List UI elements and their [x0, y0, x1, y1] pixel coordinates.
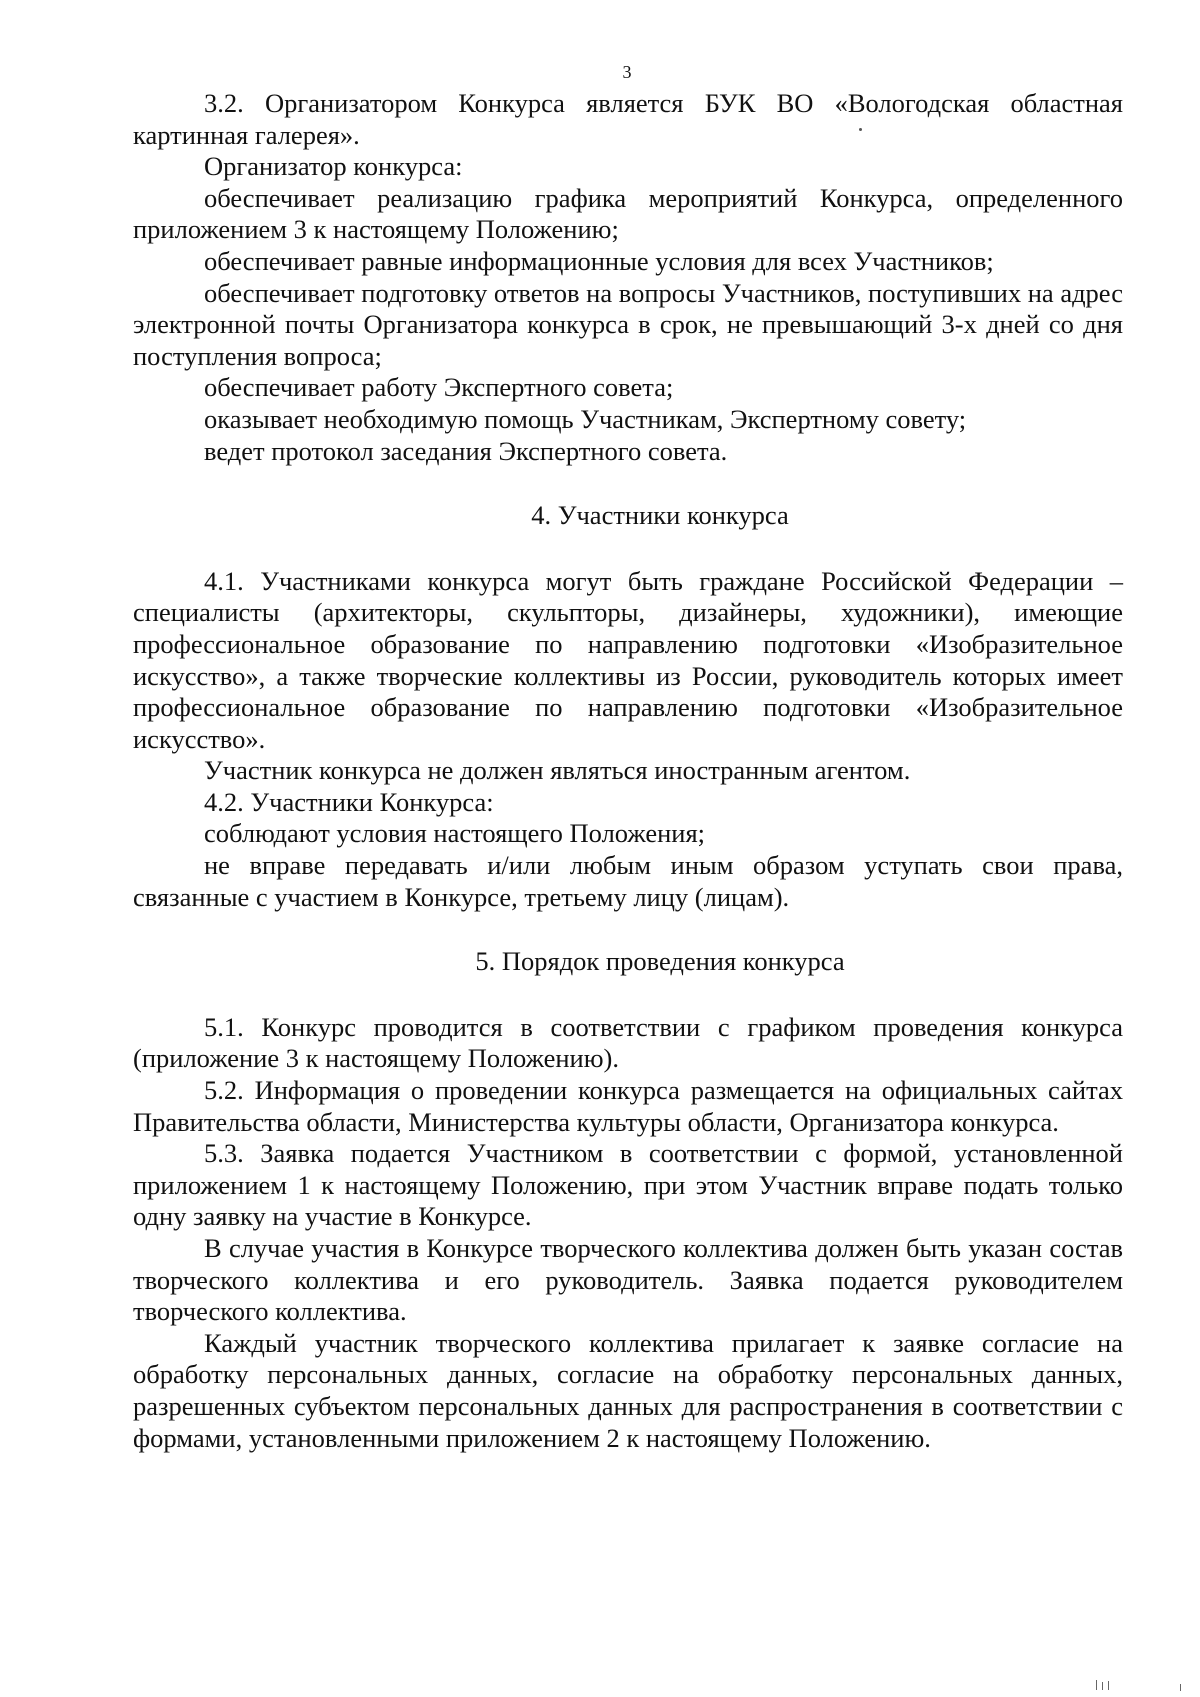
paragraph-organizer-duty-protocol: ведет протокол заседания Экспертного совета. — [204, 435, 728, 466]
document-body — [133, 88, 1123, 1454]
scan-edge-mark — [1096, 1680, 1097, 1690]
paragraph-4-1: 4.1. Участниками конкурса могут быть граждане Российской Федерации – специалисты (архитекторы, скульпторы, дизайнеры, художники), имеющие профессиональное образование по направлению подготовки «Изобразительное искусство», а также творческие коллективы из России, руководитель которых имеет профессиональное образование по направлению подготовки «Изобразительное искусство». — [133, 565, 1123, 754]
section-5-heading: 5. Порядок проведения конкурса — [475, 946, 845, 977]
paragraph-participant-duty-comply: соблюдают условия настоящего Положения; — [204, 818, 706, 849]
scan-edge-mark — [1108, 1681, 1109, 1690]
paragraph-4-2: 4.2. Участники Конкурса: — [204, 786, 494, 817]
scan-edge-mark — [1102, 1682, 1103, 1690]
paragraph-organizer-duty-assistance: оказывает необходимую помощь Участникам, Экспертному совету; — [204, 403, 967, 434]
paragraph-3-2: 3.2. Организатором Конкурса является БУК ВО «Вологодская областная картинная галерея». — [133, 88, 1123, 150]
paragraph-5-3: 5.3. Заявка подается Участником в соответствии с формой, установленной приложением 1 к настоящему Положению, при этом Участник вправе подать только одну заявку на участие в Конкурсе. — [133, 1138, 1123, 1232]
paragraph-5-2: 5.2. Информация о проведении конкурса размещается на официальных сайтах Правительства области, Министерства культуры области, Организатора конкурса. — [133, 1075, 1123, 1137]
paragraph-participant-duty-no-transfer: не вправе передавать и/или любым иным образом уступать свои права, связанные с участием в Конкурсе, третьему лицу (лицам). — [133, 850, 1123, 912]
scan-speck — [859, 128, 862, 131]
paragraph-5-1: 5.1. Конкурс проводится в соответствии с графиком проведения конкурса (приложение 3 к настоящему Положению). — [133, 1011, 1123, 1074]
paragraph-organizer-intro: Организатор конкурса: — [204, 151, 463, 182]
paragraph-organizer-duty-expert-council: обеспечивает работу Экспертного совета; — [204, 372, 674, 403]
paragraph-foreign-agent: Участник конкурса не должен являться иностранным агентом. — [204, 755, 911, 786]
paragraph-organizer-duty-schedule: обеспечивает реализацию графика мероприятий Конкурса, определенного приложением 3 к настоящему Положению; — [133, 182, 1123, 245]
paragraph-organizer-duty-answers: обеспечивает подготовку ответов на вопросы Участников, поступивших на адрес электронной почты Организатора конкурса в срок, не превышающий 3-х дней со дня поступления вопроса; — [133, 277, 1123, 371]
section-4-heading: 4. Участники конкурса — [531, 500, 789, 531]
scan-edge-mark — [1180, 1684, 1181, 1691]
paragraph-team-participation: В случае участия в Конкурсе творческого коллектива должен быть указан состав творческого коллектива и его руководитель. Заявка подается руководителем творческого коллектива. — [133, 1233, 1123, 1327]
page-number: 3 — [622, 62, 632, 82]
paragraph-personal-data-consent: Каждый участник творческого коллектива прилагает к заявке согласие на обработку персональных данных, согласие на обработку персональных данных, разрешенных субъектом персональных данных для распространения в соответствии с формами, установленными приложением 2 к настоящему Положению. — [133, 1327, 1123, 1453]
paragraph-organizer-duty-equal-info: обеспечивает равные информационные условия для всех Участников; — [204, 245, 994, 276]
